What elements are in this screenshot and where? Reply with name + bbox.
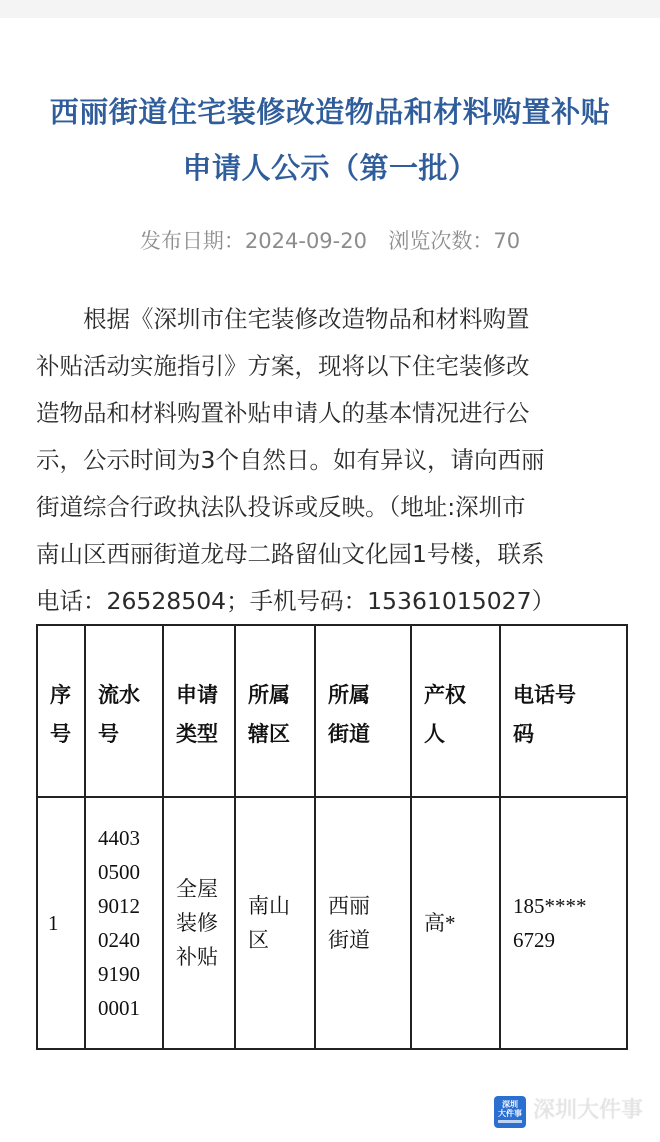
paragraph-line: 补贴活动实施指引》方案，现将以下住宅装修改 [36, 352, 530, 380]
header-street: 所属 街道 [315, 625, 411, 797]
cell-owner: 高* [411, 797, 500, 1049]
header-owner: 产权 人 [411, 625, 500, 797]
paragraph-line: 造物品和材料购置补贴申请人的基本情况进行公 [36, 399, 530, 427]
table-row [37, 797, 627, 1049]
top-strip [0, 0, 660, 18]
publish-date: 2024-09-20 [244, 229, 367, 253]
notice-paragraph [36, 296, 626, 625]
paragraph-line: 示，公示时间为3个自然日。如有异议，请向西丽 [36, 446, 545, 474]
paragraph-line: 街道综合行政执法队投诉或反映。（地址:深圳市 [36, 493, 526, 521]
cell-serial: 4403 0500 9012 0240 9190 0001 [85, 797, 163, 1049]
header-phone: 电话号 码 [500, 625, 627, 797]
header-district: 所属 辖区 [235, 625, 315, 797]
page-title [0, 84, 660, 196]
cell-seq: 1 [37, 797, 85, 1049]
header-serial: 流水 号 [85, 625, 163, 797]
brand-watermark: 深圳大件事 [533, 1098, 644, 1123]
publish-date-label: 发布日期： [139, 229, 245, 253]
title-line-2: 申请人公示（第一批） [182, 151, 478, 185]
view-count-label: 浏览次数： [388, 229, 494, 253]
paragraph-line: 根据《深圳市住宅装修改造物品和材料购置 [36, 305, 530, 333]
cell-street: 西丽 街道 [315, 797, 411, 1049]
cell-district: 南山 区 [235, 797, 315, 1049]
paragraph-line: 电话：26528504；手机号码：15361015027） [36, 587, 556, 615]
publish-meta [0, 224, 660, 258]
brand-logo-icon: 深圳 大件事 [494, 1096, 526, 1128]
cell-phone: 185**** 6729 [500, 797, 627, 1049]
paragraph-line: 南山区西丽街道龙母二路留仙文化园1号楼，联系 [36, 540, 545, 568]
header-seq: 序 号 [37, 625, 85, 797]
applicant-table [36, 624, 628, 1050]
cell-type: 全屋 装修 补贴 [163, 797, 235, 1049]
view-count: 70 [493, 229, 521, 253]
header-type: 申请 类型 [163, 625, 235, 797]
table-header-row [37, 625, 627, 797]
title-line-1: 西丽街道住宅装修改造物品和材料购置补贴 [49, 95, 611, 129]
